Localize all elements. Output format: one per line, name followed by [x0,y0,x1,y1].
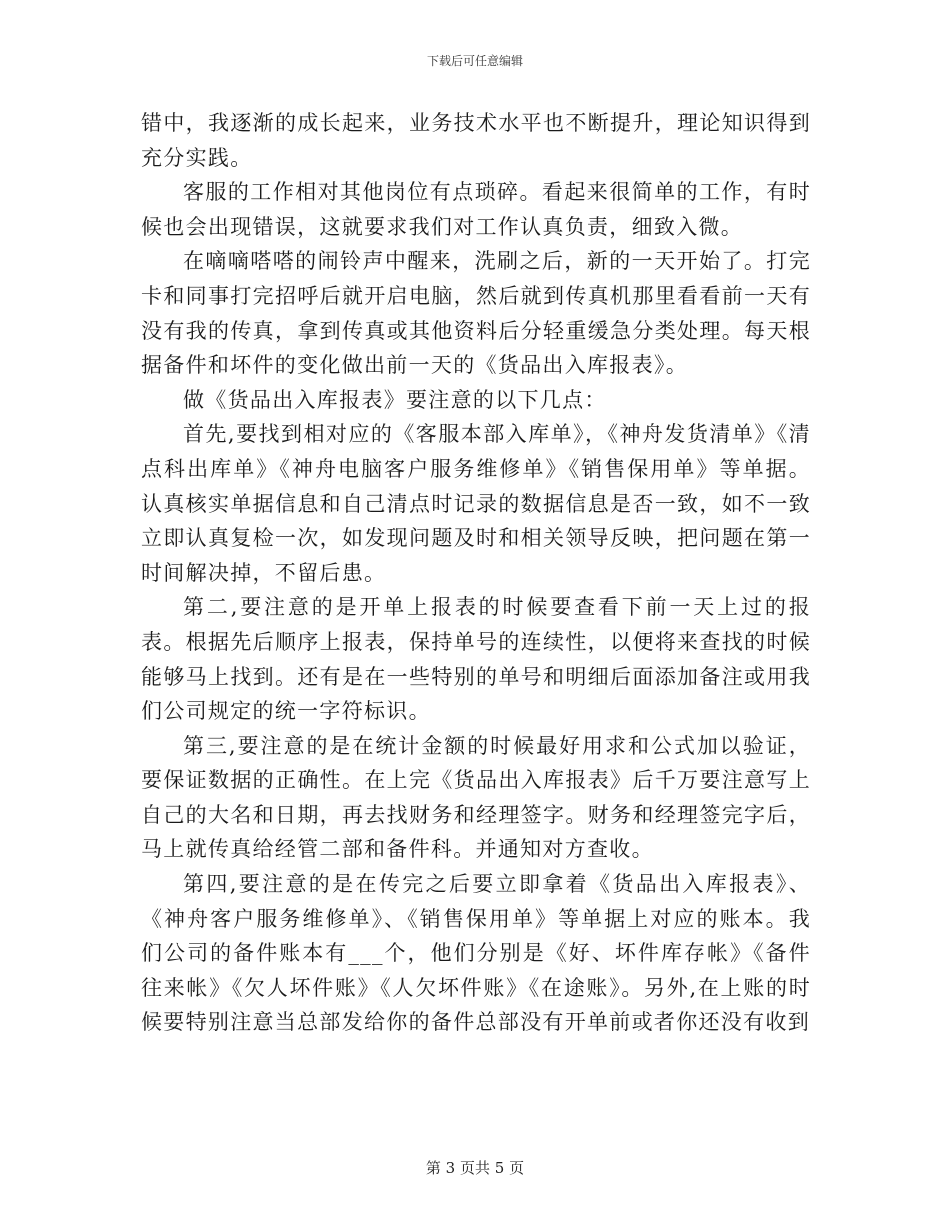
paragraph: 第四,要注意的是在传完之后要立即拿着《货品出入库报表》、《神舟客户服务维修单》、《销售保用单》等单据上对应的账本。我们公司的备件账本有___个，他们分别是《好、坏件库存帐》《备件往来帐》《欠人坏件账》《人欠坏件账》《在途账》。另外,在上账的时候要特别注意当总部发给你的备件总部没有开单前或者你还没有收到 [141,872,811,1035]
paragraph: 第三,要注意的是在统计金额的时候最好用求和公式加以验证，要保证数据的正确性。在上完《货品出入库报表》后千万要注意写上自己的大名和日期，再去找财务和经理签字。财务和经理签完字后，马上就传真给经管二部和备件科。并通知对方查收。 [141,733,811,862]
paragraph: 第二,要注意的是开单上报表的时候要查看下前一天上过的报表。根据先后顺序上报表，保持单号的连续性，以便将来查找的时候能够马上找到。还有是在一些特别的单号和明细后面添加备注或用我们公司规定的统一字符标识。 [141,595,811,724]
paragraph: 在嘀嘀嗒嗒的闹铃声中醒来，洗刷之后，新的一天开始了。打完卡和同事打完招呼后就开启电脑，然后就到传真机那里看看前一天有没有我的传真，拿到传真或其他资料后分轻重缓急分类处理。每天根据备件和坏件的变化做出前一天的《货品出入库报表》。 [141,249,811,378]
paragraph-continuation: 错中，我逐渐的成长起来，业务技术水平也不断提升，理论知识得到充分实践。 [141,111,811,170]
paragraph: 做《货品出入库报表》要注意的以下几点： [183,387,607,412]
page-header: 下载后可任意编辑 [426,54,523,68]
page-footer: 第 3 页共 5 页 [425,1159,525,1177]
paragraph: 首先,要找到相对应的《客服本部入库单》，《神舟发货清单》《清点科出库单》《神舟电脑客户服务维修单》《销售保用单》等单据。认真核实单据信息和自己清点时记录的数据信息是否一致，如不一致立即认真复检一次，如发现问题及时和相关领导反映，把问题在第一时间解决掉，不留后患。 [141,422,811,585]
paragraph: 客服的工作相对其他岗位有点琐碎。看起来很简单的工作，有时候也会出现错误，这就要求我们对工作认真负责，细致入微。 [141,180,811,239]
body-text [141,106,811,1040]
